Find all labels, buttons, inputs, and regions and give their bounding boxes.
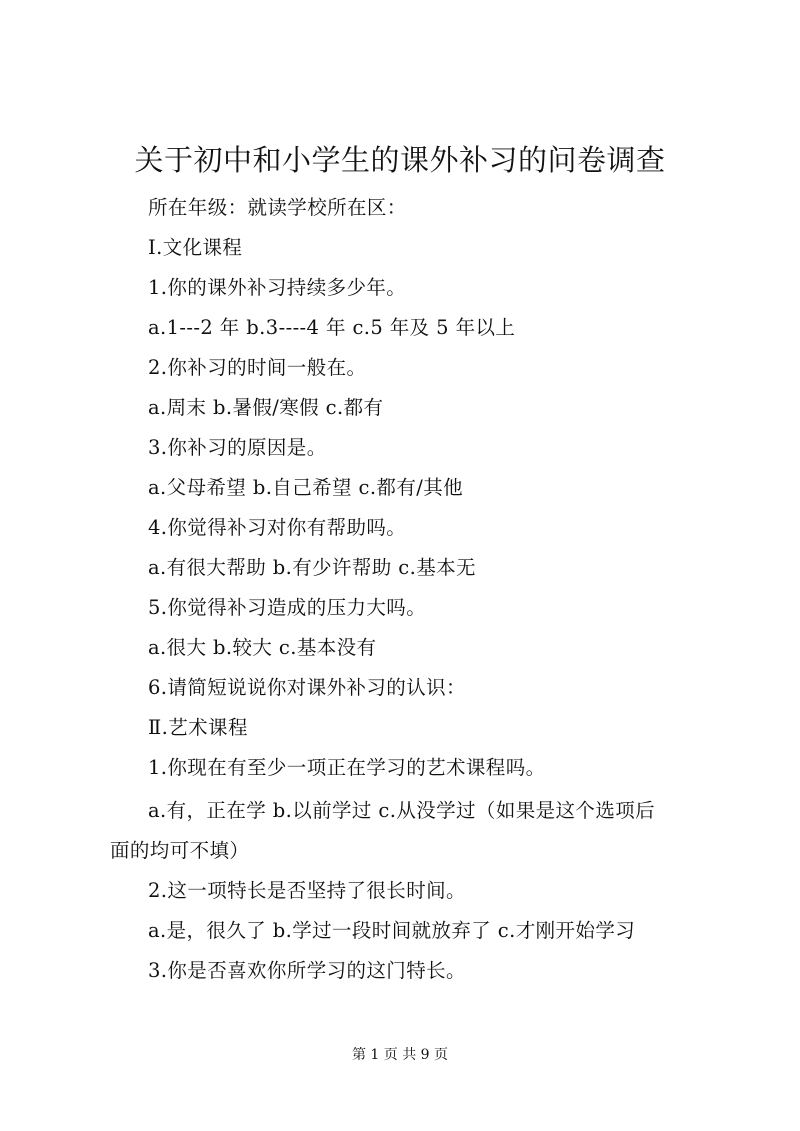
question-line: 3.你补习的原因是。 [148, 436, 327, 459]
answer-options-continuation: 面的均可不填） [110, 839, 250, 862]
question-line: 2.这一项特长是否坚持了很长时间。 [148, 879, 466, 902]
answer-options-line: a.周末 b.暑假/寒假 c.都有 [148, 396, 384, 419]
answer-options-line: a.有，正在学 b.以前学过 c.从没学过（如果是这个选项后 [148, 799, 656, 822]
answer-options-line: a.父母希望 b.自己希望 c.都有/其他 [148, 476, 463, 499]
question-line: 3.你是否喜欢你所学习的这门特长。 [148, 959, 466, 982]
question-line: 2.你补习的时间一般在。 [148, 356, 367, 379]
question-line: 1.你现在有至少一项正在学习的艺术课程吗。 [148, 756, 546, 779]
answer-options-line: a.1---2 年 b.3----4 年 c.5 年及 5 年以上 [148, 316, 516, 339]
question-line: 4.你觉得补习对你有帮助吗。 [148, 516, 407, 539]
question-line: 1.你的课外补习持续多少年。 [148, 276, 407, 299]
grade-school-line: 所在年级：就读学校所在区： [148, 196, 407, 219]
document-title: 关于初中和小学生的课外补习的问卷调查 [134, 143, 666, 177]
answer-options-line: a.有很大帮助 b.有少许帮助 c.基本无 [148, 556, 476, 579]
page-footer: 第 1 页 共 9 页 [351, 1047, 449, 1063]
question-line: 5.你觉得补习造成的压力大吗。 [148, 596, 427, 619]
section-heading-culture: Ⅰ.文化课程 [148, 236, 243, 259]
section-heading-art: Ⅱ.艺术课程 [148, 716, 248, 739]
answer-options-line: a.是，很久了 b.学过一段时间就放弃了 c.才刚开始学习 [148, 919, 636, 942]
answer-options-line: a.很大 b.较大 c.基本没有 [148, 636, 377, 659]
question-line: 6.请简短说说你对课外补习的认识： [148, 676, 466, 699]
